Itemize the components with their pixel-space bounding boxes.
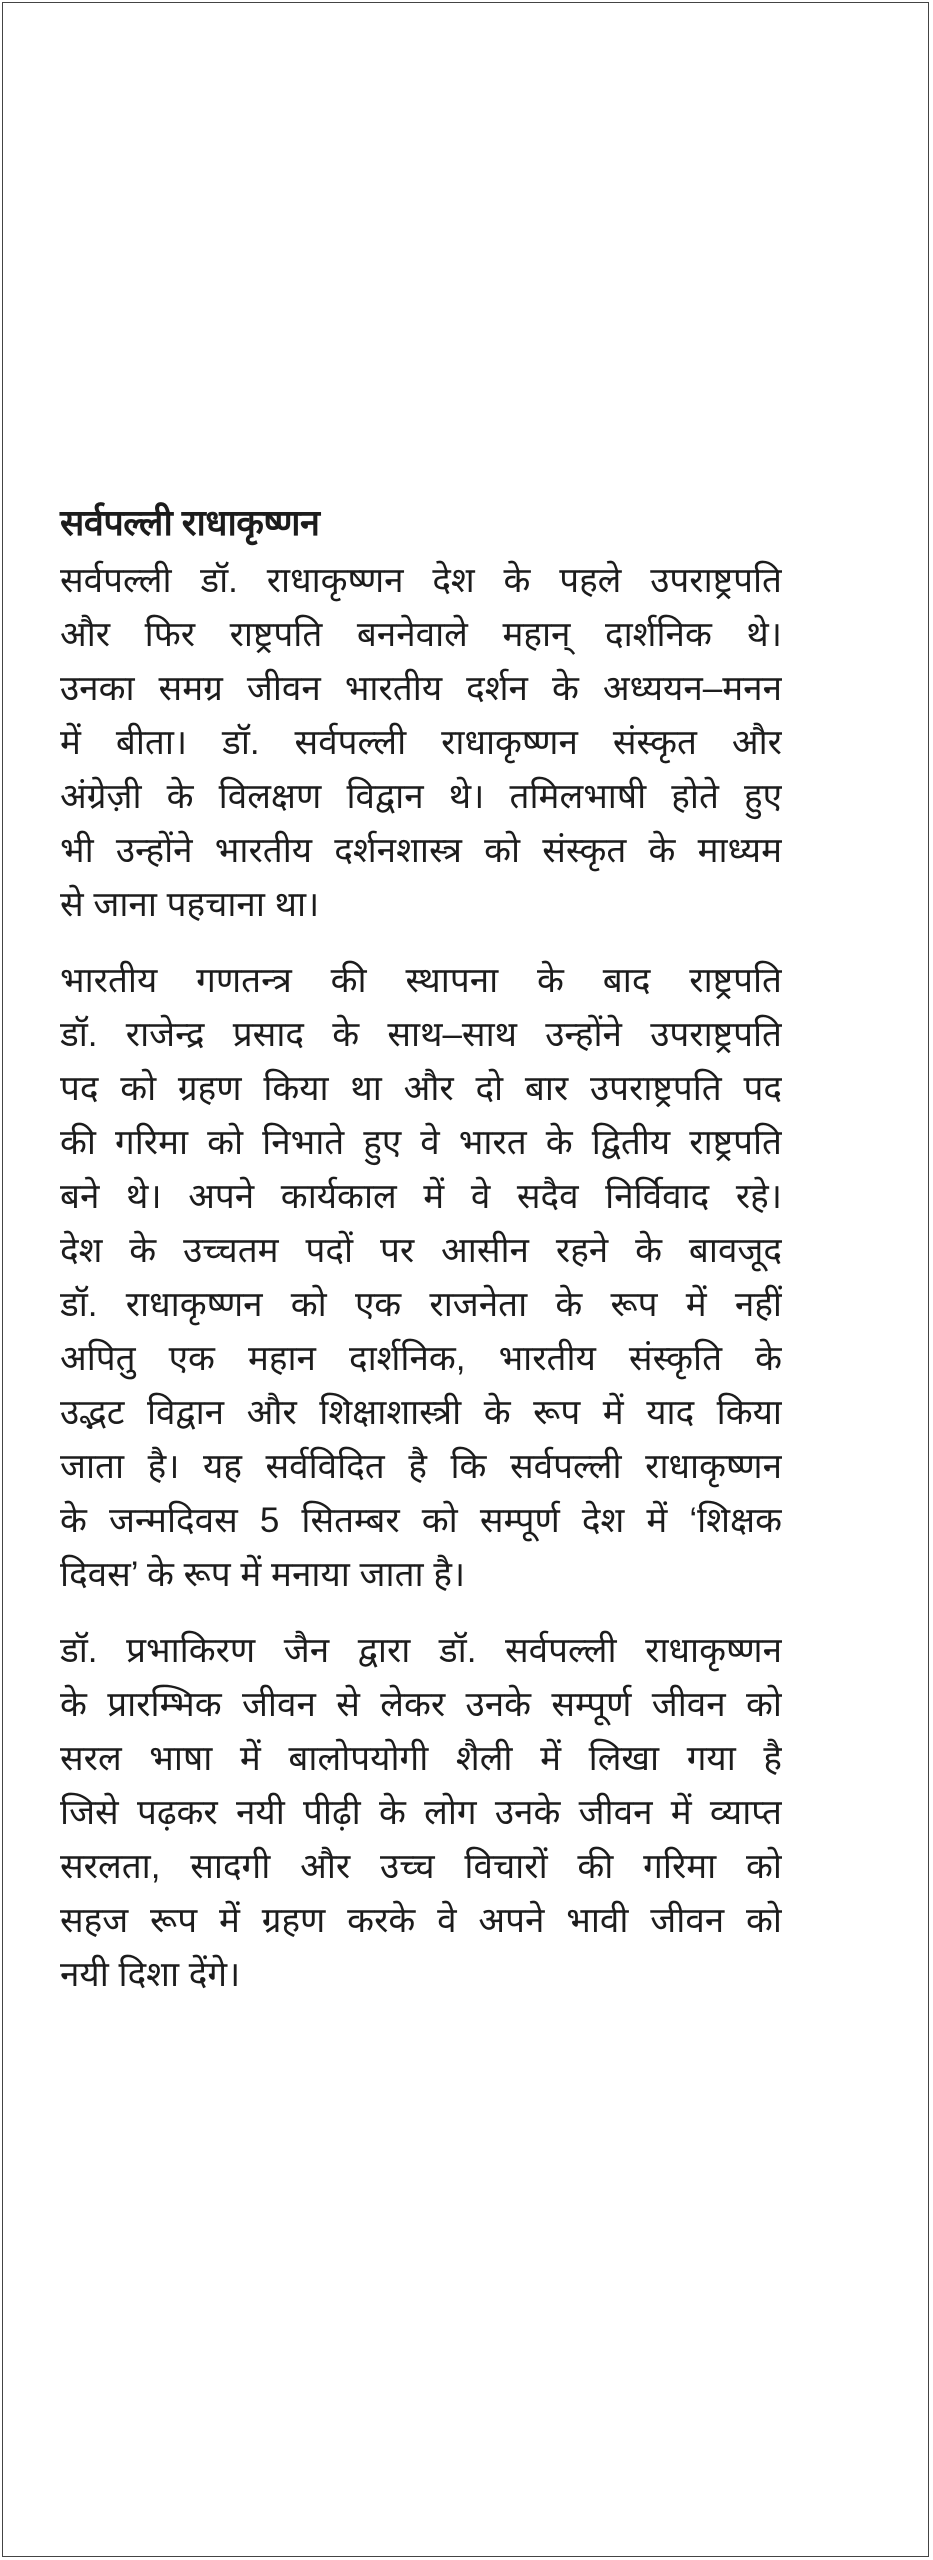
paragraph-3 — [60, 1624, 782, 2002]
text-line: और फिर राष्ट्रपति बननेवाले महान् दार्शनिक थे। — [60, 615, 782, 654]
text-line: अंग्रेज़ी के विलक्षण विद्वान थे। तमिलभाषी होते हुए — [60, 777, 782, 816]
text-line: देश के उच्चतम पदों पर आसीन रहने के बावजूद — [60, 1231, 782, 1270]
text-line: की गरिमा को निभाते हुए वे भारत के द्वितीय राष्ट्रपति — [60, 1123, 782, 1162]
text-line: से जाना पहचाना था। — [60, 885, 320, 924]
text-line: सरल भाषा में बालोपयोगी शैली में लिखा गया है — [60, 1739, 782, 1778]
text-line: नयी दिशा देंगे। — [60, 1955, 241, 1994]
paragraph-1 — [60, 554, 782, 932]
text-line: के जन्मदिवस 5 सितम्बर को सम्पूर्ण देश में ‘शिक्षक — [60, 1501, 782, 1540]
text-line: जाता है। यह सर्वविदित है कि सर्वपल्ली राधाकृष्णन — [60, 1447, 782, 1486]
text-line: बने थे। अपने कार्यकाल में वे सदैव निर्विवाद रहे। — [60, 1177, 782, 1216]
text-line: में बीता। डॉ. सर्वपल्ली राधाकृष्णन संस्कृत और — [60, 723, 782, 762]
book-title: सर्वपल्ली राधाकृष्णन — [60, 502, 320, 543]
text-line: डॉ. राजेन्द्र प्रसाद के साथ–साथ उन्होंने उपराष्ट्रपति — [60, 1015, 782, 1054]
text-line: सर्वपल्ली डॉ. राधाकृष्णन देश के पहले उपराष्ट्रपति — [60, 561, 782, 600]
text-line: उनका समग्र जीवन भारतीय दर्शन के अध्ययन–मनन — [60, 669, 782, 708]
text-line: जिसे पढ़कर नयी पीढ़ी के लोग उनके जीवन में व्याप्त — [60, 1793, 782, 1832]
paragraphs — [60, 554, 782, 2002]
text-line: भी उन्होंने भारतीय दर्शनशास्त्र को संस्कृत के माध्यम — [60, 831, 782, 870]
text-line: पद को ग्रहण किया था और दो बार उपराष्ट्रपति पद — [60, 1069, 782, 1108]
paragraph-2 — [60, 954, 782, 1602]
text-line: डॉ. राधाकृष्णन को एक राजनेता के रूप में नहीं — [60, 1285, 782, 1324]
text-line: भारतीय गणतन्त्र की स्थापना के बाद राष्ट्रपति — [60, 961, 782, 1000]
text-line: सहज रूप में ग्रहण करके वे अपने भावी जीवन को — [60, 1901, 782, 1940]
text-line: अपितु एक महान दार्शनिक, भारतीय संस्कृति के — [60, 1339, 782, 1378]
text-line: उद्भट विद्वान और शिक्षाशास्त्री के रूप में याद किया — [60, 1393, 782, 1432]
text-line: के प्रारम्भिक जीवन से लेकर उनके सम्पूर्ण जीवन को — [60, 1685, 782, 1724]
text-line: सरलता, सादगी और उच्च विचारों की गरिमा को — [60, 1847, 782, 1886]
text-line: दिवस’ के रूप में मनाया जाता है। — [60, 1555, 466, 1594]
back-cover-text — [60, 496, 782, 2024]
text-line: डॉ. प्रभाकिरण जैन द्वारा डॉ. सर्वपल्ली राधाकृष्णन — [60, 1631, 782, 1670]
